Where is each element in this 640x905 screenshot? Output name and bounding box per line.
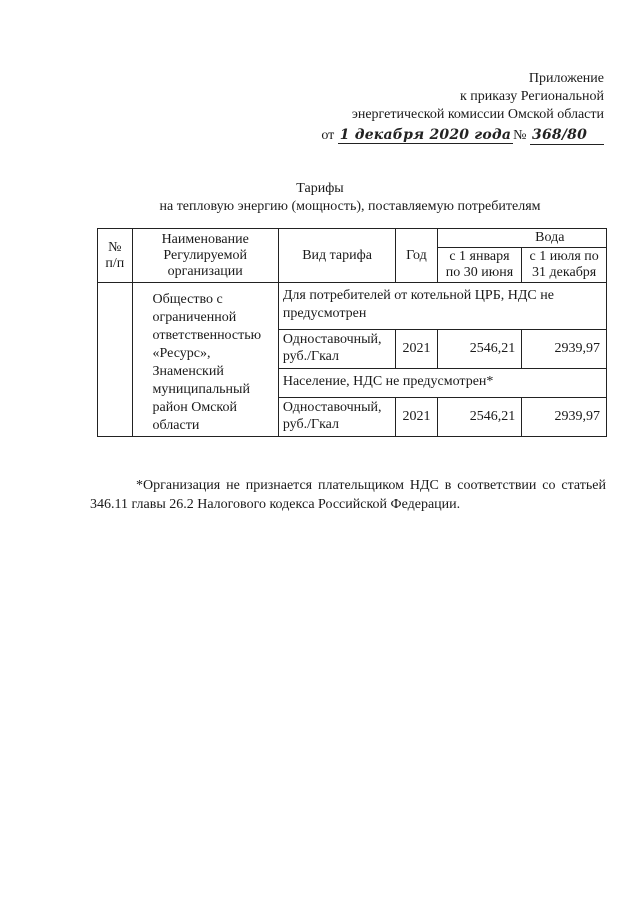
group-2-year: 2021 <box>396 397 437 436</box>
title-subtitle: на тепловую энергию (мощность), поставляемую потребителям <box>159 199 541 214</box>
footnote: *Организация не признается плательщиком НДС в соответствии со статьей 346.11 главы 26.2 Налогового кодекса Российской Федерации. <box>90 478 606 512</box>
group-1-caption: Для потребителей от котельной ЦРБ, НДС не предусмотрен <box>278 283 606 330</box>
group-2-value-1: 2546,21 <box>437 397 522 436</box>
header-period-1: с 1 января по 30 июня <box>437 248 522 283</box>
number-label: № <box>513 128 527 143</box>
header-water: Вода <box>437 229 606 248</box>
header-period-2: с 1 июля по 31 декабря <box>522 248 607 283</box>
group-1-year: 2021 <box>396 330 437 369</box>
handwritten-date: 1 декабря 2020 года <box>339 127 512 143</box>
organization-name: Общество с ограниченной ответственностью «Ресурс», Знаменский муниципальный район Омской области <box>132 283 278 437</box>
header-row-1 <box>98 229 607 248</box>
header-num: № п/п <box>98 229 133 283</box>
header-year: Год <box>396 229 437 283</box>
group-1-value-1: 2546,21 <box>437 330 522 369</box>
group-1-value-2: 2939,97 <box>522 330 607 369</box>
appendix-line-1: Приложение <box>528 71 604 86</box>
row-number <box>98 283 133 437</box>
group-1-caption-row <box>98 283 607 330</box>
from-label: от <box>321 128 335 143</box>
group-2-value-2: 2939,97 <box>522 397 607 436</box>
header-org: Наименование Регулируемой организации <box>132 229 278 283</box>
appendix-header <box>244 70 604 145</box>
appendix-line-2: к приказу Региональной <box>459 89 604 104</box>
appendix-line-3: энергетической комиссии Омской области <box>351 107 604 122</box>
handwritten-order-number: 368/80 <box>530 126 604 145</box>
order-date-number <box>244 126 604 145</box>
group-1-tariff-type: Одноставочный, руб./Гкал <box>278 330 395 369</box>
header-tariff-type: Вид тарифа <box>278 229 395 283</box>
title-main: Тарифы <box>296 181 344 196</box>
group-2-caption: Население, НДС не предусмотрен* <box>278 369 606 397</box>
document-title <box>0 180 640 216</box>
group-2-tariff-type: Одноставочный, руб./Гкал <box>278 397 395 436</box>
tariffs-table <box>97 228 607 437</box>
